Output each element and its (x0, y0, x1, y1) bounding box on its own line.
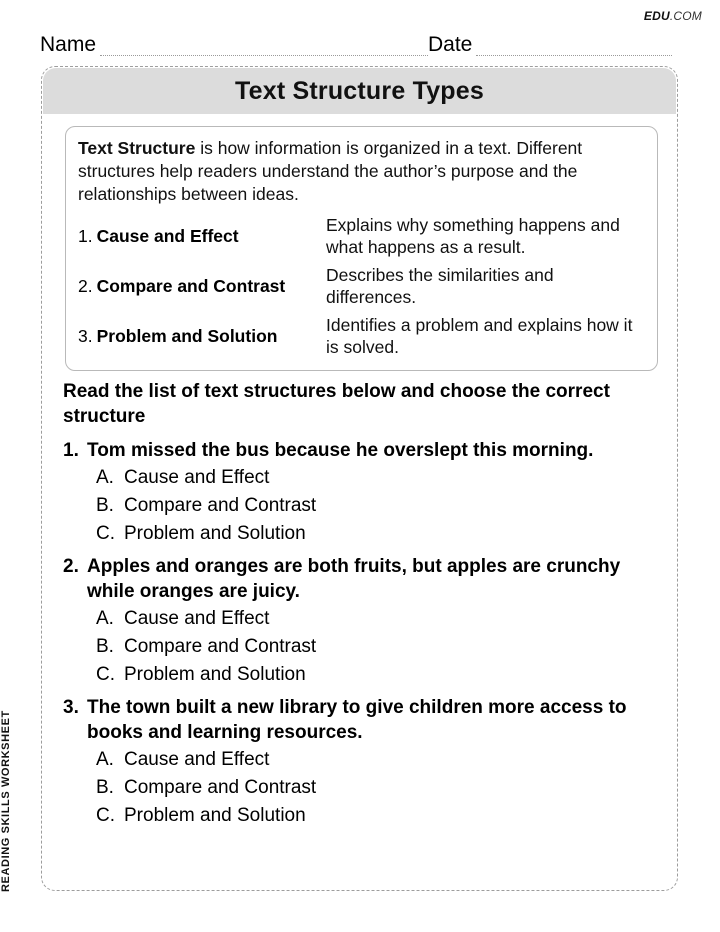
info-card (65, 126, 658, 371)
option-text: Compare and Contrast (124, 636, 317, 657)
option-text: Problem and Solution (124, 805, 306, 826)
option-text: Compare and Contrast (124, 495, 317, 516)
question-options (63, 464, 663, 548)
page-title: Text Structure Types (235, 76, 484, 105)
option-letter: A. (96, 608, 114, 629)
option-letter: B. (96, 636, 114, 657)
brand-logo (644, 9, 702, 23)
option-row[interactable] (96, 802, 663, 830)
option-row[interactable] (96, 661, 663, 689)
option-row[interactable] (96, 633, 663, 661)
option-letter: C. (96, 805, 115, 826)
question-number: 1. (63, 440, 79, 461)
option-row[interactable] (96, 746, 663, 774)
question-text: The town built a new library to give children more access to books and learning resources. (87, 697, 627, 743)
option-letter: B. (96, 495, 114, 516)
option-row[interactable] (96, 464, 663, 492)
option-text: Problem and Solution (124, 523, 306, 544)
definition-row (78, 311, 645, 361)
date-field-group (428, 34, 680, 56)
option-letter: C. (96, 523, 115, 544)
question-item (63, 554, 663, 689)
definition-name: Cause and Effect (96, 225, 239, 246)
option-text: Cause and Effect (124, 467, 270, 488)
question-item (63, 695, 663, 830)
definition-number: 3. (78, 325, 93, 346)
question-number: 3. (63, 697, 79, 718)
info-intro-rest: is how information is organized in a text. Different structures help readers understand the author’s purpose and the relationships between ideas. (78, 138, 583, 204)
option-letter: C. (96, 664, 115, 685)
definition-description: Describes the similarities and differences. (326, 265, 554, 307)
name-field-group (40, 34, 428, 56)
question-text: Tom missed the bus because he overslept this morning. (87, 440, 594, 461)
question-item (63, 438, 663, 548)
definition-name: Problem and Solution (96, 325, 278, 346)
info-intro-bold: Text Structure (78, 138, 196, 158)
option-text: Cause and Effect (124, 749, 270, 770)
question-stem (63, 438, 663, 463)
definition-number: 2. (78, 275, 93, 296)
option-row[interactable] (96, 605, 663, 633)
definition-term (78, 276, 326, 297)
worksheet-frame (41, 66, 678, 891)
definition-row (78, 261, 645, 311)
brand-primary: EDU (643, 9, 670, 23)
option-row[interactable] (96, 774, 663, 802)
exercise-instruction: Read the list of text structures below and choose the correct structure (63, 381, 610, 427)
definition-list (78, 211, 645, 361)
question-stem (63, 695, 663, 745)
brand-secondary: .COM (669, 9, 702, 23)
question-text: Apples and oranges are both fruits, but apples are crunchy while oranges are juicy. (87, 556, 621, 602)
date-label: Date (428, 33, 473, 56)
worksheet-title-band (43, 68, 676, 114)
definition-description: Identifies a problem and explains how it is solved. (326, 315, 633, 357)
question-options (63, 605, 663, 689)
option-letter: A. (96, 467, 114, 488)
question-options (63, 746, 663, 830)
side-caption: READING SKILLS WORKSHEET (0, 710, 12, 892)
exercise-section (63, 379, 663, 836)
option-row[interactable] (96, 492, 663, 520)
info-intro (78, 137, 645, 206)
definition-description: Explains why something happens and what happens as a result. (326, 215, 620, 257)
definition-row (78, 211, 645, 261)
option-text: Cause and Effect (124, 608, 270, 629)
option-text: Problem and Solution (124, 664, 306, 685)
option-text: Compare and Contrast (124, 777, 317, 798)
option-letter: A. (96, 749, 114, 770)
definition-term (78, 326, 326, 347)
name-label: Name (40, 33, 97, 56)
name-input-line[interactable] (100, 36, 428, 56)
name-date-row (40, 30, 680, 56)
option-row[interactable] (96, 520, 663, 548)
question-number: 2. (63, 556, 79, 577)
definition-term (78, 226, 326, 247)
question-stem (63, 554, 663, 604)
definition-number: 1. (78, 225, 93, 246)
definition-name: Compare and Contrast (96, 275, 286, 296)
date-input-line[interactable] (476, 36, 672, 56)
option-letter: B. (96, 777, 114, 798)
